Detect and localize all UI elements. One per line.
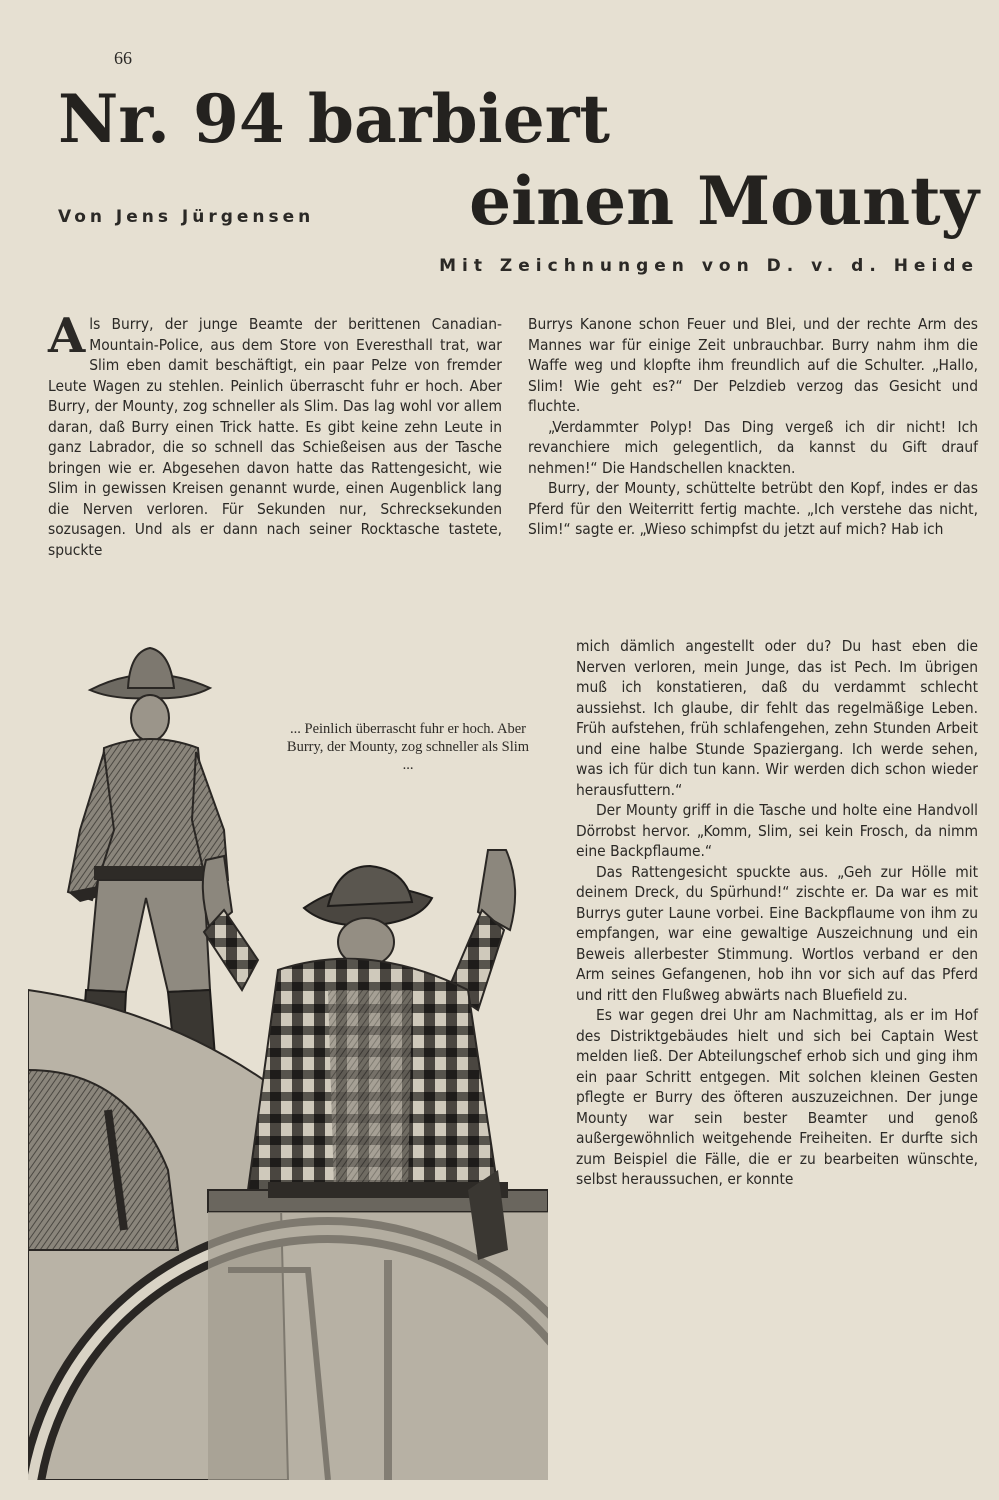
left-column-text: ls Burry, der junge Beamte der berittenen Canadian-Mountain-Police, aus dem Store von Everesthall trat, war Slim eben damit beschäftigt, ein paar Pelze von fremder Leute Wagen zu stehlen. Peinlich überrascht fuhr er hoch. Aber Burry, der Mounty, zog schneller als Slim. Das lag wohl vor allem daran, daß Burry einen Trick hatte. Es gibt keine zehn Leute in ganz Labrador, die so schnell das Schießeisen aus der Tasche bringen wie er. Abgesehen davon hatte das Rattengesicht, wie Slim in gewissen Kreisen genannt wurde, einen Augenblick lang die Nerven verloren. Für Sekunden nur, Schrecksekunden sozusagen. Und als er dann nach seiner Rocktasche tastete, spuckte [48, 315, 502, 559]
title-line-1: Nr. 94 barbiert [58, 80, 610, 158]
paragraph: Es war gegen drei Uhr am Nachmittag, als er im Hof des Distriktgebäudes hielt und sich bei Captain West melden ließ. Der Abteilungschef erhob sich und ging ihm ein paar Schritt entgegen. Mit solchen kleinen Gesten pflegte er Burry des öfteren auszuzeichnen. Der junge Mounty war sein bester Beamter und genoß außergewöhnlich weitgehende Freiheiten. Er durfte sich zum Beispiel die Fälle, die er zu bearbeiten wünschte, selbst heraussuchen, er konnte [576, 1006, 978, 1188]
paragraph: „Verdammter Polyp! Das Ding vergeß ich dir nicht! Ich revanchiere mich gelegentlich, da kannst du Gift drauf nehmen!“ Die Handschellen knackten. [528, 417, 978, 477]
left-column [48, 308, 502, 560]
paragraph: mich dämlich angestellt oder du? Du hast eben die Nerven verloren, mein Junge, das ist Pech. Im übrigen muß ich konstatieren, daß du verdammt schlecht aussiehst. Ich glaube, dir fehlt das regelmäßige Leben. Früh aufstehen, früh schlafengehen, zehn Stunden Arbeit und eine halbe Stunde Spaziergang. Ich werde sehen, was ich für dich tun kann. Wir werden dich schon wieder herausfuttern.“ [576, 637, 978, 799]
paragraph: Das Rattengesicht spuckte aus. „Geh zur Hölle mit deinem Dreck, du Spürhund!“ zischte er. Da war es mit Burrys guter Laune vorbei. Eine Backpflaume von ihm zu empfangen, war eine gewaltige Auszeichnung und ein Beweis allerbester Stimmung. Wortlos verband er den Arm seines Gefangenen, hob ihn vor sich auf das Pferd und ritt den Flußweg abwärts nach Bluefield zu. [576, 862, 978, 1004]
illustration-caption: ... Peinlich überrascht fuhr er hoch. Aber Burry, der Mounty, zog schneller als Slim ... [286, 721, 530, 773]
paragraph: Burry, der Mounty, schüttelte betrübt den Kopf, indes er das Pferd für den Weiterritt fertig machte. „Ich verstehe das nicht, Slim!“ sagte er. „Wieso schimpfst du jetzt auf mich? Hab ich [528, 479, 978, 538]
paragraph: Burrys Kanone schon Feuer und Blei, und der rechte Arm des Mannes war für einige Zeit unbrauchbar. Burry nahm ihm die Waffe weg und klopfte ihm freundlich auf die Schulter. „Hallo, Slim! Wie geht es?“ Der Pelzdieb verzog das Gesicht und fluchte. [528, 315, 978, 415]
drop-cap: A [48, 308, 86, 364]
title-line-2: einen Mounty [469, 162, 979, 240]
right-column-top [528, 314, 978, 540]
right-column-bottom [576, 636, 978, 1190]
author-byline: Von Jens Jürgensen [58, 207, 315, 227]
illustrator-credit: Mit Zeichnungen von D. v. d. Heide [439, 256, 979, 276]
page-number: 66 [114, 48, 132, 68]
left-column-paragraph [48, 308, 502, 560]
paragraph: Der Mounty griff in die Tasche und holte eine Handvoll Dörrobst hervor. „Komm, Slim, sei kein Frosch, da nimm eine Backpflaume.“ [576, 801, 978, 860]
